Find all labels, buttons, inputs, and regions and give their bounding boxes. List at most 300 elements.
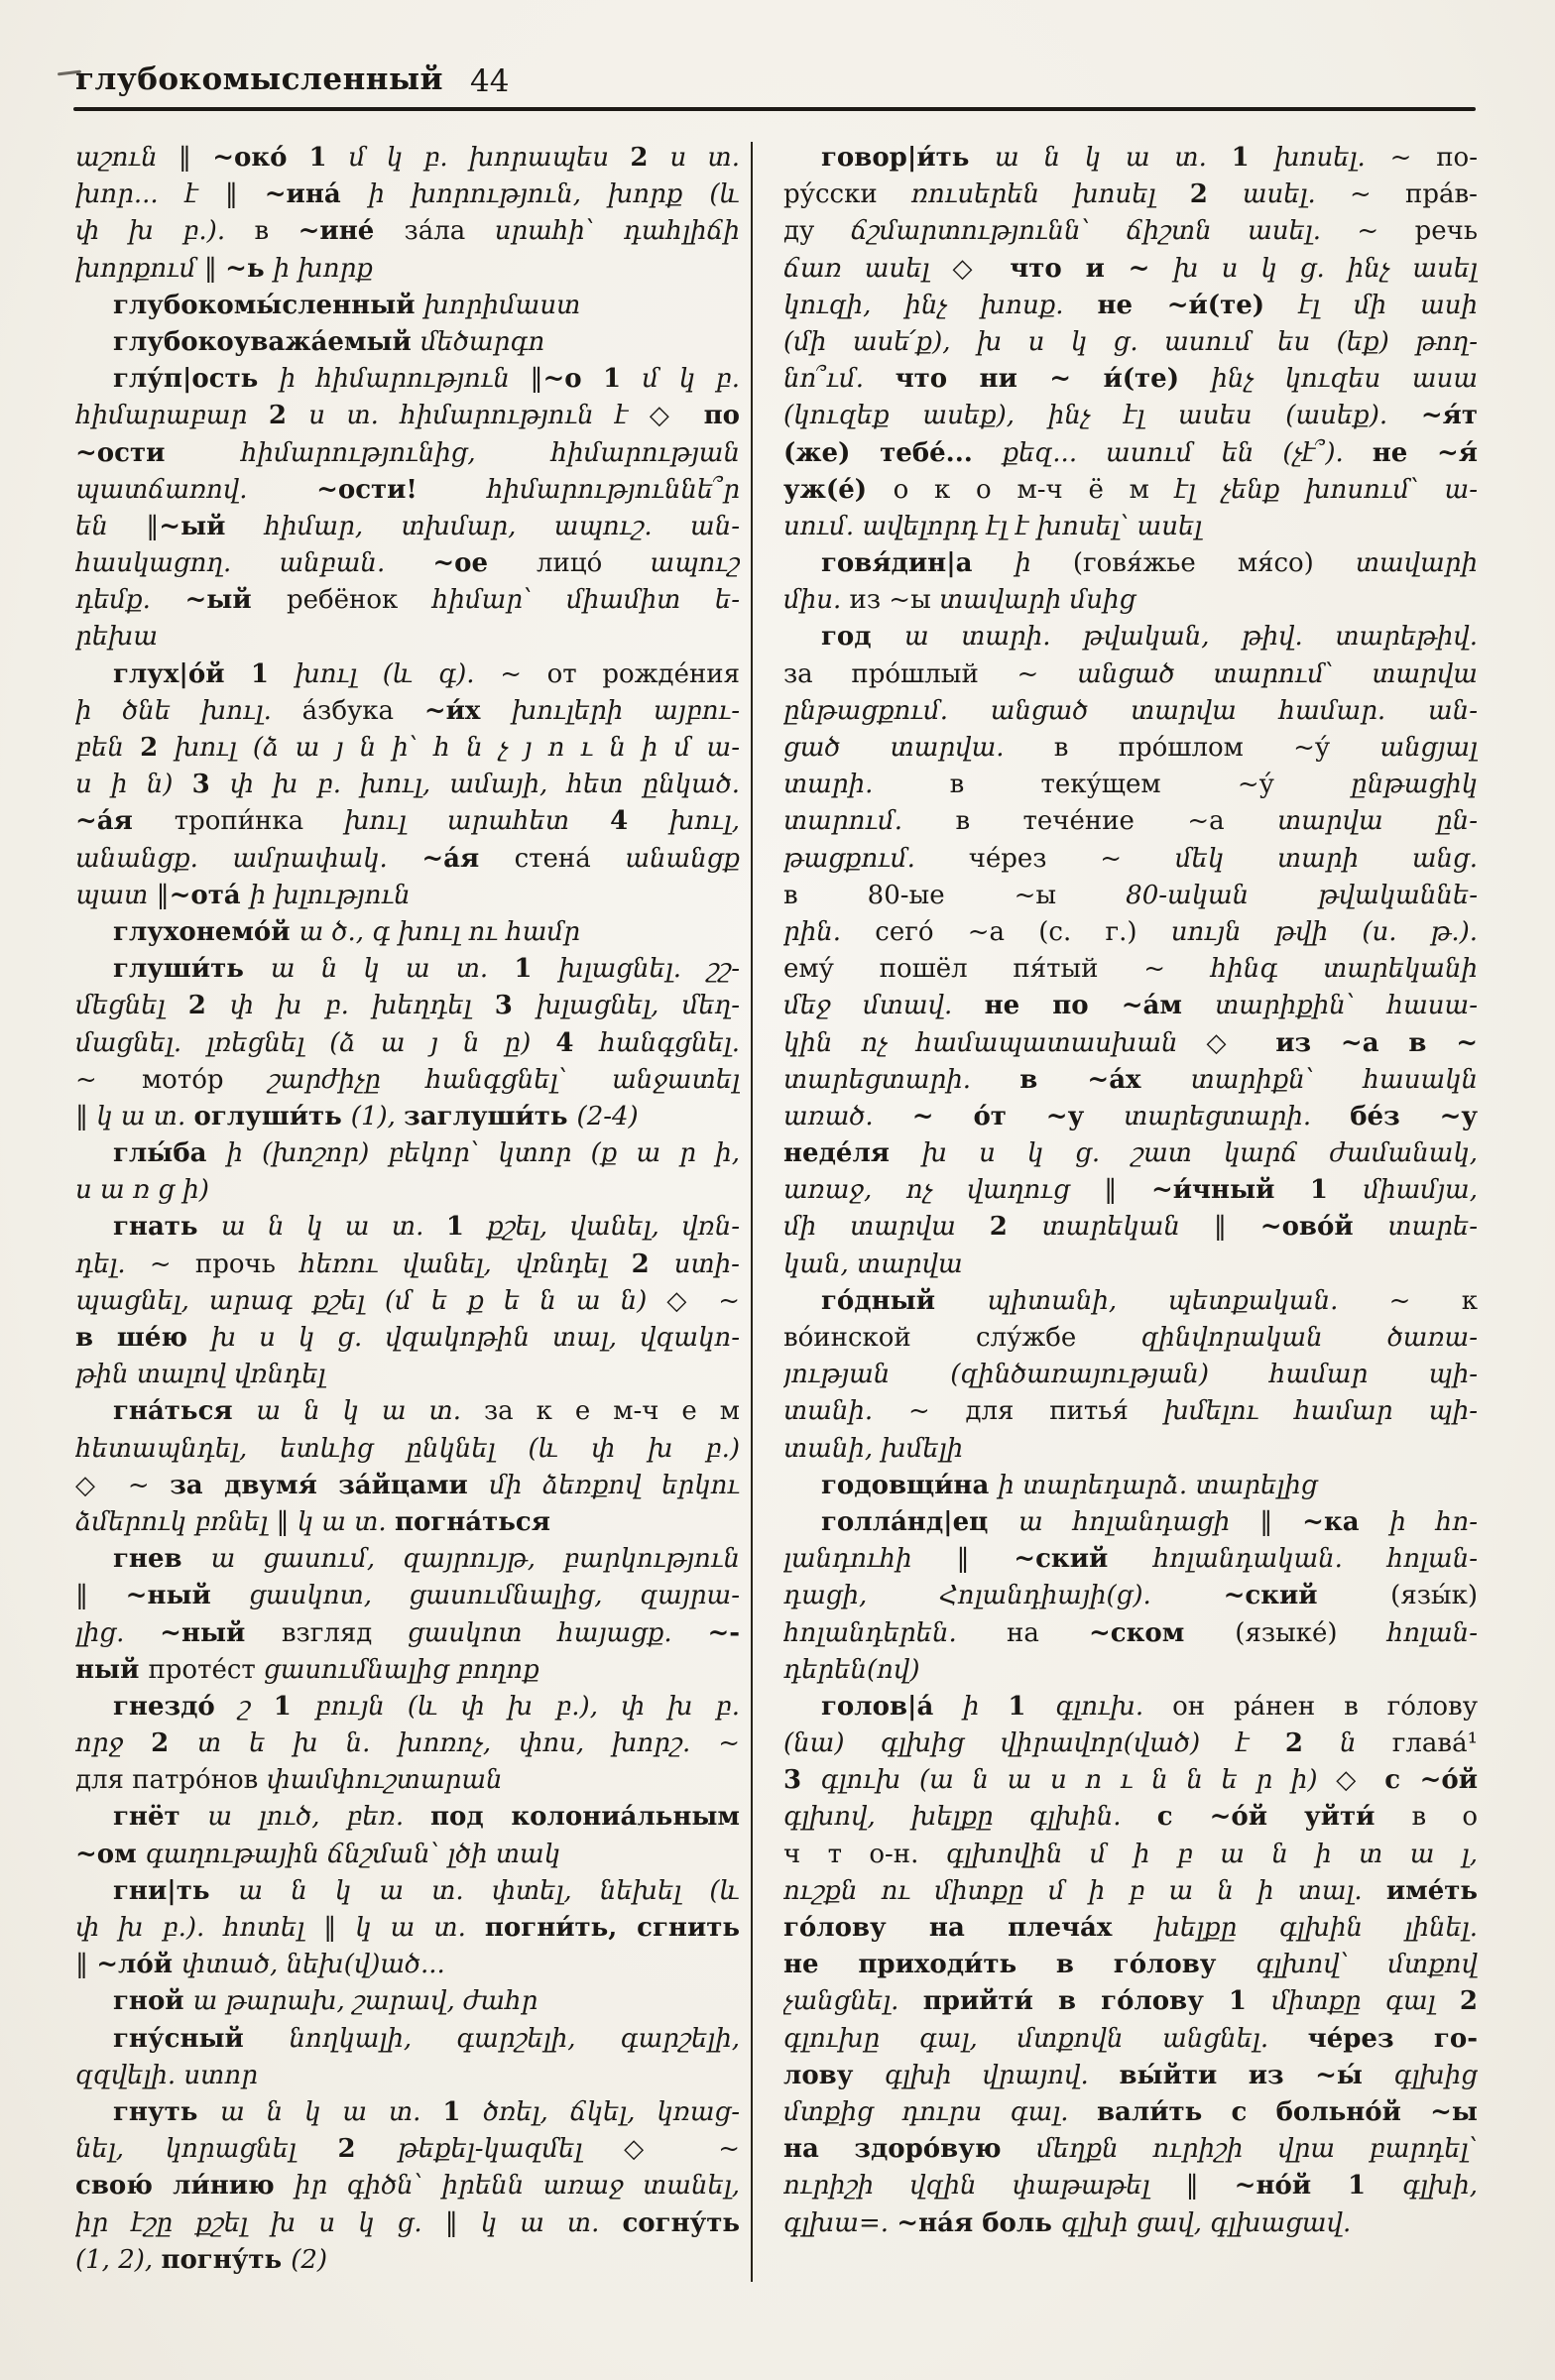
- bold-segment: 1: [273, 1691, 315, 1722]
- text-line: [783, 2058, 1478, 2094]
- text-line: [75, 545, 740, 582]
- armenian-italic-segment: դերեն(ով): [783, 1654, 920, 1685]
- bold-segment: оглуши́ть: [193, 1101, 351, 1131]
- armenian-italic-segment: րեխա: [75, 622, 159, 653]
- armenian-italic-segment: ա ն կ ա տ.: [256, 1396, 484, 1427]
- russian-regular-segment: из ~ы: [849, 585, 940, 616]
- bold-segment: ~-: [707, 1617, 740, 1648]
- bold-segment: погну́ть: [161, 2244, 292, 2275]
- armenian-italic-segment: հինգ տարեկանի: [1210, 954, 1478, 985]
- text-line: [75, 1504, 740, 1541]
- armenian-italic-segment: կուզի, ինչ խոսք.: [783, 290, 1098, 320]
- bold-segment: недéля: [783, 1138, 922, 1169]
- armenian-italic-segment: տարվա ըն-: [1277, 806, 1478, 837]
- text-line: [75, 988, 740, 1024]
- armenian-italic-segment: չանցնել.: [783, 1986, 923, 2017]
- bold-segment: имéть: [1385, 1875, 1478, 1906]
- armenian-italic-segment: գլխով՝ մտքով: [1256, 1950, 1478, 1980]
- bold-segment: в ~áх: [1019, 1064, 1191, 1095]
- bold-segment: прийти́ в гóлову 1: [922, 1986, 1272, 2017]
- armenian-italic-segment: ս ա ռ ց ի): [75, 1175, 209, 1206]
- text-line: [75, 1393, 740, 1430]
- russian-regular-segment: (говя́жье мя́со): [1072, 548, 1356, 579]
- text-line: [75, 1726, 740, 1762]
- text-line: [783, 509, 1478, 545]
- armenian-italic-segment: սրահի՝ դահլիճի: [494, 216, 740, 247]
- text-line: [75, 767, 740, 803]
- bold-segment: глы́ба: [113, 1138, 227, 1169]
- armenian-italic-segment: ա ն կ ա տ.: [220, 1212, 446, 1243]
- text-line: [783, 1947, 1478, 1983]
- bold-segment: 1: [445, 1212, 488, 1243]
- bold-segment: 2: [140, 733, 176, 763]
- text-line: [75, 2021, 740, 2058]
- armenian-italic-segment: նո՞ւմ.: [783, 364, 896, 395]
- russian-regular-segment: ‖: [444, 2207, 481, 2238]
- bold-segment: ~и́х: [423, 695, 512, 726]
- russian-regular-segment: ~ прáв-: [1350, 179, 1478, 210]
- armenian-italic-segment: մ կ բ. խորապես: [348, 143, 631, 173]
- text-line: [783, 251, 1478, 288]
- bold-segment: ~ка: [1302, 1506, 1390, 1537]
- armenian-italic-segment: անանցք. ամրափակ.: [75, 843, 422, 874]
- bold-segment: согну́ть: [622, 2207, 740, 2238]
- text-line: [783, 1431, 1478, 1468]
- armenian-italic-segment: պացնել, արագ քշել (մ ե ք ե ն ա ն): [75, 1285, 667, 1316]
- armenian-italic-segment: մեկ տարի անց.: [1174, 843, 1478, 874]
- russian-regular-segment: ему́ пошёл пя́тый ~: [783, 954, 1211, 985]
- russian-regular-segment: чéрез ~: [968, 843, 1175, 874]
- russian-regular-segment: (язы́к): [1390, 1581, 1478, 1611]
- armenian-italic-segment: տանի.: [783, 1396, 908, 1427]
- text-line: [75, 1247, 740, 1283]
- armenian-italic-segment: ա ծ., գ խուլ ու համր: [299, 916, 580, 947]
- text-line: [75, 1910, 740, 1947]
- armenian-italic-segment: (կուզեք ասեք), ինչ էլ ասես (ասեք).: [783, 401, 1421, 431]
- armenian-italic-segment: խմելու համար պի-: [1163, 1396, 1478, 1427]
- text-line: [783, 951, 1478, 988]
- russian-regular-segment: протéст: [148, 1654, 265, 1685]
- text-line: [75, 582, 740, 619]
- header-rule: [73, 107, 1476, 111]
- text-line: [783, 361, 1478, 398]
- bold-segment: гóлову на плечáх: [783, 1913, 1155, 1943]
- armenian-italic-segment: գլուխ (ա ն ա ս ո ւ ն ն ե ր ի): [820, 1765, 1337, 1796]
- russian-regular-segment: ребёнок: [286, 585, 432, 616]
- armenian-italic-segment: կին ոչ համապատասխան: [783, 1027, 1207, 1058]
- text-line: [75, 803, 740, 840]
- armenian-italic-segment: խոր... է: [75, 179, 225, 210]
- bold-segment: не ~и́(те): [1097, 290, 1299, 320]
- armenian-italic-segment: ասել.: [1242, 179, 1351, 210]
- bold-segment: 2: [1284, 1728, 1340, 1759]
- russian-regular-segment: тропи́нка: [174, 806, 345, 837]
- armenian-italic-segment: ճշմարտությունն՝ ճիշտն ասել.: [850, 216, 1358, 247]
- bold-segment: свою́ ли́нию: [75, 2171, 295, 2202]
- bold-segment: чéрез го-: [1307, 2023, 1478, 2054]
- text-line: [75, 1541, 740, 1578]
- text-line: [75, 1947, 740, 1983]
- bold-segment: 3: [191, 770, 230, 800]
- text-line: [783, 1689, 1478, 1726]
- armenian-italic-segment: խ ս կ ց. շատ կարճ ժամանակ,: [921, 1138, 1478, 1169]
- armenian-italic-segment: թին տալով վռնդել: [75, 1360, 326, 1390]
- bold-segment: ~ый: [159, 511, 265, 541]
- text-line: [783, 2131, 1478, 2168]
- text-line: [783, 1762, 1478, 1799]
- armenian-italic-segment: կ ա տ.: [96, 1101, 194, 1131]
- bold-segment: ~о 1: [542, 364, 643, 395]
- text-line: [75, 1799, 740, 1836]
- bold-segment: ~лóй: [96, 1950, 182, 1980]
- bold-segment: ~áя: [75, 806, 175, 837]
- armenian-italic-segment: միամյա,: [1363, 1175, 1478, 1206]
- armenian-italic-segment: ի (խոշոր) բեկոր՝ կտոր (ք ա ր ի,: [226, 1138, 740, 1169]
- left-column: [75, 140, 740, 2279]
- text-line: [783, 693, 1478, 730]
- text-line: [75, 1320, 740, 1357]
- bold-segment: ~ный: [125, 1581, 250, 1611]
- text-line: [783, 1283, 1478, 1320]
- bold-segment: ~инá: [264, 179, 369, 210]
- text-line: [783, 1099, 1478, 1135]
- armenian-italic-segment: գլխից: [1393, 2060, 1478, 2090]
- armenian-italic-segment: հեռու վանել, վռնդել: [299, 1249, 632, 1279]
- armenian-italic-segment: ի: [1015, 548, 1073, 579]
- russian-regular-segment: ду: [783, 216, 851, 247]
- russian-regular-segment: ~ прочь: [149, 1249, 300, 1279]
- text-line: [783, 1320, 1478, 1357]
- text-line: [783, 1025, 1478, 1062]
- text-line: [783, 2094, 1478, 2131]
- bold-segment: гну́сный: [113, 2023, 290, 2054]
- russian-regular-segment: ‖: [203, 253, 226, 284]
- armenian-italic-segment: տարեցտարի.: [783, 1064, 1020, 1095]
- bold-segment: 2: [187, 991, 230, 1021]
- bold-segment: что ни ~ и́(те): [895, 364, 1212, 395]
- armenian-italic-segment: մեղքն ուրիշի վրա բարդել՝: [1036, 2134, 1478, 2165]
- armenian-italic-segment: առաջ, ոչ վաղուց: [783, 1175, 1105, 1206]
- armenian-italic-segment: մեցնել: [75, 991, 188, 1021]
- text-line: [75, 1431, 740, 1468]
- text-line: [783, 1578, 1478, 1614]
- armenian-italic-segment: գլխովին մ ի բ ա ն ի տ ա լ,: [945, 1839, 1478, 1869]
- armenian-italic-segment: ապուշ: [650, 548, 740, 579]
- bold-segment: гнуть: [113, 2096, 221, 2127]
- armenian-italic-segment: քեզ... ասում են (չէ՞).: [1002, 437, 1373, 468]
- armenian-italic-segment: թեքել-կազմել: [398, 2134, 625, 2165]
- armenian-italic-segment: զզվելի. ստոր: [75, 2060, 258, 2090]
- armenian-italic-segment: անանցք: [625, 843, 740, 874]
- armenian-italic-segment: ցասումնալից բողոք: [264, 1654, 539, 1685]
- armenian-italic-segment: կ ա տ.: [480, 2207, 623, 2238]
- bold-segment: с ~óй: [1384, 1765, 1478, 1796]
- text-line: [783, 988, 1478, 1024]
- armenian-italic-segment: հիմարությունից, հիմարության: [241, 437, 740, 468]
- text-line: [783, 767, 1478, 803]
- russian-regular-segment: áзбука: [301, 695, 424, 726]
- russian-regular-segment: ~ мотóр: [75, 1064, 269, 1095]
- russian-regular-segment: глава́¹: [1391, 1728, 1478, 1759]
- armenian-italic-segment: խորքում: [75, 253, 204, 284]
- text-line: [75, 1652, 740, 1689]
- bold-segment: ~инé: [298, 216, 405, 247]
- text-line: [783, 2168, 1478, 2204]
- armenian-italic-segment: խելքը գլխին լինել.: [1154, 1913, 1478, 1943]
- armenian-italic-segment: տարում.: [783, 806, 956, 837]
- armenian-italic-segment: ա ն կ ա տ.: [270, 954, 515, 985]
- armenian-italic-segment: ստի-: [673, 1249, 740, 1279]
- bold-segment: ~нóй 1: [1234, 2171, 1402, 2202]
- bold-segment: 1: [1231, 143, 1275, 173]
- armenian-italic-segment: տարիքին՝ հասա-: [1215, 991, 1478, 1021]
- armenian-italic-segment: ա հոլանդացի: [1018, 1506, 1260, 1537]
- armenian-italic-segment: տարիքն՝ հասակն: [1190, 1064, 1478, 1095]
- bold-segment: заглуши́ть: [404, 1101, 577, 1131]
- armenian-italic-segment: գլուխը գալ, մտքովն անցնել.: [783, 2023, 1308, 2054]
- armenian-italic-segment: մտքից դուրս գալ.: [783, 2096, 1097, 2127]
- text-line: [783, 730, 1478, 767]
- armenian-italic-segment: միս.: [783, 585, 850, 616]
- armenian-italic-segment: դել.: [75, 1249, 150, 1279]
- armenian-italic-segment: ընթացիկ: [1351, 770, 1478, 800]
- russian-regular-segment: ‖: [156, 880, 170, 910]
- text-line: [783, 1983, 1478, 2020]
- text-line: [75, 841, 740, 878]
- armenian-italic-segment: շ: [238, 1691, 274, 1722]
- armenian-italic-segment: (մի ասե՛ք), խ ս կ ց. ասում ես (եք) թող-: [783, 326, 1478, 357]
- bold-segment: 1: [1008, 1691, 1056, 1722]
- bold-segment: гнёт: [113, 1802, 208, 1833]
- armenian-italic-segment: հիմար, տխմար, ապուշ. ան-: [264, 511, 740, 541]
- russian-regular-segment: ч т о-н.: [783, 1839, 946, 1869]
- bold-segment: говор|и́ть: [821, 143, 995, 173]
- text-line: [75, 288, 740, 324]
- text-line: [783, 1799, 1478, 1836]
- armenian-italic-segment: խուլ (ձ ա յ ն ի՝ հ ն չ յ ո ւ ն ի մ ա-: [175, 733, 740, 763]
- text-line: [783, 213, 1478, 250]
- text-line: [783, 1468, 1478, 1504]
- armenian-italic-segment: զինվորական ծառա-: [1140, 1323, 1478, 1353]
- bold-segment: 2: [630, 143, 670, 173]
- armenian-italic-segment: 80-ական թվականնե-: [1126, 880, 1478, 910]
- armenian-italic-segment: գլխի ցավ, գլխացավ.: [1060, 2207, 1352, 2238]
- russian-regular-segment: ◇ ~: [666, 1285, 740, 1316]
- russian-regular-segment: в о: [1411, 1802, 1478, 1833]
- armenian-italic-segment: որջ: [75, 1728, 152, 1759]
- armenian-italic-segment: են: [75, 511, 147, 541]
- russian-regular-segment: ‖: [956, 1544, 1015, 1575]
- armenian-italic-segment: ի: [963, 1691, 1009, 1722]
- running-headword: глубокомысленный: [75, 61, 444, 97]
- bold-segment: не приходи́ть в гóлову: [783, 1950, 1256, 1980]
- text-line: [783, 1504, 1478, 1541]
- bold-segment: ~ный: [160, 1617, 282, 1648]
- russian-regular-segment: ◇: [1206, 1027, 1276, 1058]
- text-line: [783, 1247, 1478, 1283]
- armenian-italic-segment: մացնել. լռեցնել (ձ ա յ ն ը): [75, 1027, 556, 1058]
- armenian-italic-segment: լանդուհի: [783, 1544, 957, 1575]
- text-line: [783, 1172, 1478, 1209]
- bold-segment: глуши́ть: [113, 954, 271, 985]
- russian-regular-segment: в течéние ~а: [955, 806, 1278, 837]
- text-line: [75, 1025, 740, 1062]
- armenian-italic-segment: գաղութային ճնշման՝ լծի տակ: [145, 1839, 561, 1869]
- bold-segment: 2: [268, 401, 309, 431]
- text-line: [783, 1652, 1478, 1689]
- text-line: [783, 1726, 1478, 1762]
- bold-segment: ~áя: [421, 843, 515, 874]
- bold-segment: ~ский: [1014, 1544, 1153, 1575]
- armenian-italic-segment: ուրիշի վզին փաթաթել: [783, 2171, 1186, 2202]
- russian-regular-segment: ◇: [649, 401, 704, 431]
- russian-regular-segment: ‖: [1185, 2171, 1235, 2202]
- bold-segment: с ~óй уйти́: [1156, 1802, 1412, 1833]
- text-line: [783, 2205, 1478, 2242]
- armenian-italic-segment: տանի, խմելի: [783, 1433, 964, 1464]
- armenian-italic-segment: անցյալ: [1379, 733, 1478, 763]
- text-line: [783, 656, 1478, 693]
- bold-segment: в шéю: [75, 1323, 211, 1353]
- armenian-italic-segment: (նա) գլխից վիրավոր(ված) է: [783, 1728, 1285, 1759]
- armenian-italic-segment: հանգցնել.: [599, 1027, 740, 1058]
- bold-segment: гни|ть: [113, 1875, 239, 1906]
- armenian-italic-segment: տավարի: [1355, 548, 1478, 579]
- bold-segment: ~ь: [225, 253, 274, 284]
- armenian-italic-segment: մ կ բ.: [642, 364, 740, 395]
- armenian-italic-segment: սույն թվի (ս. թ.).: [1170, 916, 1478, 947]
- armenian-italic-segment: փտած, նեխ(վ)ած...: [181, 1950, 445, 1980]
- text-line: [783, 914, 1478, 951]
- armenian-italic-segment: ընթացքում. անցած տարվա համար. ան-: [783, 695, 1478, 726]
- bold-segment: 3: [783, 1765, 821, 1796]
- bold-segment: гнев: [113, 1544, 211, 1575]
- bold-segment: 4: [555, 1027, 600, 1058]
- armenian-italic-segment: խուլ,: [669, 806, 740, 837]
- armenian-italic-segment: իր գիծն՝ իրենն առաջ տանել,: [294, 2171, 740, 2202]
- armenian-italic-segment: իր էշը քշել խ ս կ ց.: [75, 2207, 445, 2238]
- bold-segment: гóдный: [821, 1285, 988, 1316]
- armenian-italic-segment: խուլ (և գ).: [295, 658, 501, 689]
- armenian-italic-segment: ի հիմարություն: [279, 364, 531, 395]
- russian-regular-segment: лицо́: [537, 548, 651, 579]
- russian-regular-segment: ~ к: [1388, 1285, 1478, 1316]
- text-line: [75, 361, 740, 398]
- armenian-italic-segment: հիմար՝ միամիտ ե-: [431, 585, 740, 616]
- armenian-italic-segment: էլ չենք խոսում՝ ա-: [1174, 474, 1478, 505]
- text-line: [75, 509, 740, 545]
- armenian-italic-segment: ցած տարվա.: [783, 733, 1054, 763]
- russian-regular-segment: в: [254, 216, 299, 247]
- armenian-italic-segment: ծռել, ճկել, կռաց-: [483, 2096, 740, 2127]
- text-line: [783, 1837, 1478, 1873]
- armenian-italic-segment: մեջ մտավ.: [783, 991, 985, 1021]
- bold-segment: не по ~áм: [984, 991, 1216, 1021]
- right-column: [783, 140, 1478, 2242]
- bold-segment: ~окó 1: [212, 143, 349, 173]
- armenian-italic-segment: (2): [291, 2244, 328, 2275]
- text-line: [75, 1983, 740, 2020]
- text-line: [75, 693, 740, 730]
- text-line: [783, 2021, 1478, 2058]
- text-line: [75, 213, 740, 250]
- armenian-italic-segment: գլխով, խելքը գլխին.: [783, 1802, 1157, 1833]
- armenian-italic-segment: խլացնել, մեղ-: [536, 991, 740, 1021]
- russian-regular-segment: взгляд: [281, 1617, 409, 1648]
- text-line: [75, 1468, 740, 1504]
- armenian-italic-segment: դեմք.: [75, 585, 185, 616]
- text-line: [783, 398, 1478, 434]
- text-line: [75, 324, 740, 361]
- armenian-italic-segment: բույն (և փ խ բ.), փ խ բ.: [314, 1691, 740, 1722]
- bold-segment: 1: [442, 2096, 484, 2127]
- text-line: [75, 2094, 740, 2131]
- armenian-italic-segment: հիմարաբար: [75, 401, 269, 431]
- armenian-italic-segment: կան, տարվա: [783, 1249, 963, 1279]
- russian-regular-segment: ‖: [323, 1913, 356, 1943]
- armenian-italic-segment: (2-4): [576, 1101, 639, 1131]
- text-line: [783, 545, 1478, 582]
- bold-segment: ~ый: [184, 585, 287, 616]
- armenian-italic-segment: ա լուծ, բեռ.: [207, 1802, 431, 1833]
- bold-segment: глух|о́й 1: [113, 658, 296, 689]
- text-line: [783, 288, 1478, 324]
- bold-segment: из ~а в ~: [1275, 1027, 1478, 1058]
- russian-regular-segment: ~ речь: [1357, 216, 1478, 247]
- bold-segment: ~ óт ~у: [911, 1101, 1125, 1131]
- text-line: [75, 730, 740, 767]
- bold-segment: ~ском: [1089, 1617, 1236, 1648]
- text-line: [783, 878, 1478, 914]
- text-line: [75, 914, 740, 951]
- text-line: [783, 1357, 1478, 1393]
- russian-regular-segment: ‖: [75, 1101, 97, 1131]
- armenian-italic-segment: խոսել.: [1274, 143, 1390, 173]
- text-line: [783, 177, 1478, 213]
- armenian-italic-segment: րին.: [783, 916, 876, 947]
- text-line: [75, 656, 740, 693]
- text-line: [75, 2058, 740, 2094]
- armenian-italic-segment: ճառ ասել: [783, 253, 953, 284]
- armenian-italic-segment: մի տարվա: [783, 1212, 990, 1243]
- armenian-italic-segment: (1),: [350, 1101, 405, 1131]
- russian-regular-segment: (языке́): [1235, 1617, 1387, 1648]
- armenian-italic-segment: ի հո-: [1389, 1506, 1478, 1537]
- bold-segment: ~ский: [1223, 1581, 1391, 1611]
- text-line: [75, 435, 740, 472]
- bold-segment: 2: [631, 1249, 674, 1279]
- armenian-italic-segment: կ ա տ.: [355, 1913, 485, 1943]
- text-line: [75, 2131, 740, 2168]
- armenian-italic-segment: ինչ կուզես ասա: [1211, 364, 1478, 395]
- text-line: [783, 1135, 1478, 1172]
- armenian-italic-segment: մի ձեռքով երկու: [489, 1470, 740, 1500]
- text-line: [75, 1283, 740, 1320]
- text-line: [75, 878, 740, 914]
- armenian-italic-segment: միտքը գալ: [1271, 1986, 1460, 2017]
- bold-segment: голов|á: [821, 1691, 964, 1722]
- bold-segment: (же) тебе́...: [783, 437, 1003, 468]
- russian-regular-segment: ‖: [1213, 1212, 1260, 1243]
- armenian-italic-segment: տավարի մսից: [939, 585, 1136, 616]
- bold-segment: лову: [783, 2060, 885, 2090]
- russian-regular-segment: на: [1006, 1617, 1089, 1648]
- text-line: [783, 1062, 1478, 1099]
- armenian-italic-segment: ի տարեդարձ. տարելից: [998, 1470, 1318, 1500]
- bold-segment: гнать: [113, 1212, 221, 1243]
- bold-segment: ~ости: [75, 437, 242, 468]
- text-line: [75, 1689, 740, 1726]
